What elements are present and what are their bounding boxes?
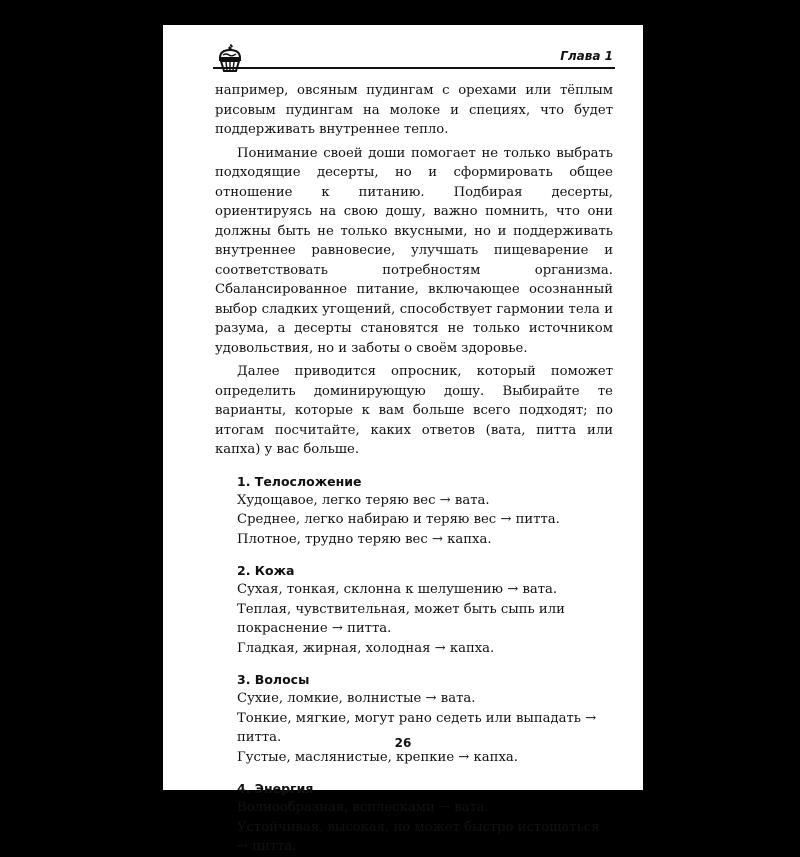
quiz-option: Густые, маслянистые, крепкие → капха. — [237, 749, 518, 765]
paragraph: Понимание своей доши помогает не только выбрать подходящие десерты, но и сформировать общее отношение к питанию. Подбирая десерты, ориентируясь на свою дошу, важно помнить, что они должны быть не только вкусными, но и поддерживать внутреннее равновесие, улучшать пищеварение и соответствовать потребностям организма. Сбалансированное питание, включающее осознанный выбор сладких угощений, способствует гармонии тела и разума, а десерты становятся не только источником удовольствия, но и заботы о своём здоровье. — [215, 145, 613, 356]
quiz-option: Худощавое, легко теряю вес → вата. — [237, 492, 490, 508]
quiz-section-body-type — [215, 472, 613, 550]
paragraph: Далее приводится опросник, который поможет определить доминирующую дошу. Выбирайте те варианты, которые к вам больше всего подходят; по итогам посчитайте, каких ответов (вата, питта или капха) у вас больше. — [215, 364, 613, 457]
section-title: 1. Телосложение — [237, 473, 362, 489]
paragraph: например, овсяным пудингам с орехами или тёплым рисовым пудингам на молоке и специях, что будет поддерживать внутреннее тепло. — [215, 83, 613, 137]
section-title: 3. Волосы — [237, 672, 310, 687]
quiz-option: Теплая, чувствительная, может быть сыпь или покраснение → питта. — [237, 601, 565, 636]
quiz-option: Плотное, трудно теряю вес → капха. — [237, 531, 492, 547]
section-title: 4. Энергия — [237, 781, 314, 796]
header-rule — [213, 67, 615, 69]
quiz-option: Волнообразная, всплесками → вата. — [237, 800, 489, 815]
section-title: 2. Кожа — [237, 563, 295, 578]
quiz-option: Гладкая, жирная, холодная → капха. — [237, 640, 495, 656]
quiz-option: Устойчивая, высокая, но может быстро истощаться → питта. — [237, 819, 600, 854]
quiz-section-skin — [215, 561, 613, 658]
quiz-section-hair — [215, 670, 613, 767]
quiz-option: Среднее, легко набираю и теряю вес → питта. — [237, 512, 560, 527]
quiz-option: Сухие, ломкие, волнистые → вата. — [237, 691, 476, 706]
quiz-option: Сухая, тонкая, склонна к шелушению → вата. — [237, 582, 558, 597]
book-page — [163, 25, 643, 854]
page-number: 26 — [394, 736, 412, 750]
quiz-option: Тонкие, мягкие, могут рано седеть или выпадать → питта. — [237, 710, 597, 745]
chapter-label: Глава 1 — [560, 49, 613, 63]
quiz-section-energy — [215, 779, 613, 857]
